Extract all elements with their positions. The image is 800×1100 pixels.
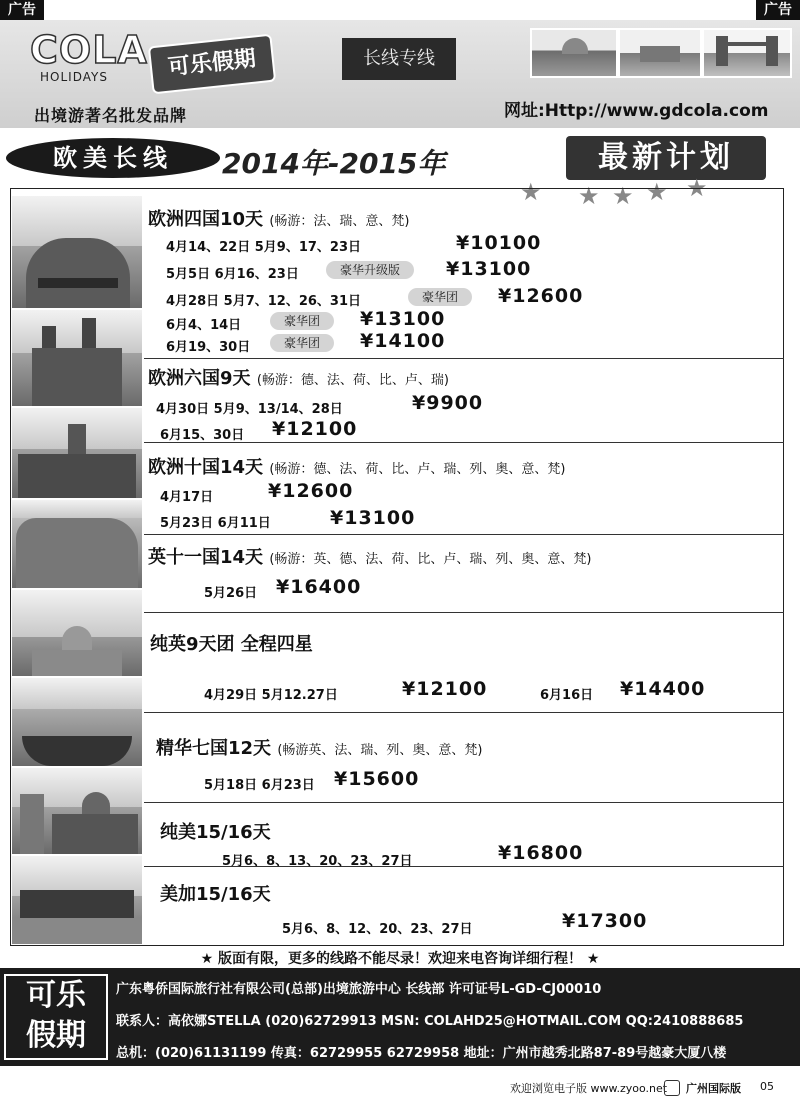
- brand-logo: COLA: [30, 28, 148, 72]
- section-label: 长线专线: [342, 38, 456, 80]
- tour-title: 欧洲十国14天 (畅游：德、法、荷、比、卢、瑞、列、奥、意、梵): [148, 457, 566, 478]
- divider: [144, 358, 784, 359]
- tour-price: ¥15600: [334, 768, 420, 790]
- tour-price: ¥12100: [402, 678, 488, 700]
- page-number: 05: [760, 1080, 774, 1093]
- tour-dates: 5月5日 6月16、23日: [166, 267, 299, 282]
- footer-address: 总机：(020)61131199 传真：62729955 62729958 地址：广州市越秀北路87-89号越豪大厦八楼: [116, 1046, 727, 1061]
- tour-title: 美加15/16天: [160, 884, 271, 905]
- photo-castle: [12, 310, 142, 406]
- tour-price: ¥12100: [272, 418, 358, 440]
- tour-dates: 5月23日 6月11日: [160, 516, 271, 531]
- star-icon: ★: [612, 182, 634, 210]
- tour-title: 欧洲六国9天 (畅游：德、法、荷、比、卢、瑞): [148, 368, 449, 389]
- photo-tower-bridge: [702, 28, 792, 78]
- ad-label-left: 广告: [0, 0, 44, 20]
- tour-dates: 6月15、30日: [160, 428, 245, 443]
- banner-plan: 最新计划: [566, 136, 766, 180]
- photo-capitol-us: [12, 590, 142, 676]
- tour-dates: 5月26日: [204, 586, 258, 601]
- page-footer-site: 欢迎浏览电子版 www.zyoo.net: [510, 1082, 668, 1095]
- divider: [144, 712, 784, 713]
- banner-tag: 欧美长线: [6, 138, 220, 178]
- star-icon: ★: [520, 178, 542, 206]
- tour-dates: 5月6、8、12、20、23、27日: [282, 922, 473, 937]
- tour-price: ¥10100: [456, 232, 542, 254]
- tour-title: 欧洲四国10天 (畅游：法、瑞、意、梵): [148, 209, 410, 230]
- tour-price: ¥14400: [620, 678, 706, 700]
- tour-dates: 6月19、30日: [166, 340, 251, 355]
- tour-title: 纯英9天团 全程四星: [150, 634, 313, 655]
- tour-price: ¥14100: [360, 330, 446, 352]
- photo-cathedral: [12, 408, 142, 498]
- photo-boat: [12, 678, 142, 766]
- tour-dates: 4月17日: [160, 490, 214, 505]
- divider: [144, 534, 784, 535]
- tour-dates: 5月18日 6月23日: [204, 778, 315, 793]
- tour-dates: 4月30日 5月9、13/14、28日: [156, 402, 343, 417]
- photo-st-peters: [12, 768, 142, 854]
- tour-badge: 豪华团: [270, 312, 334, 330]
- footer-brand-line2: 假期: [26, 1018, 86, 1053]
- tour-price: ¥16800: [498, 842, 584, 864]
- tour-dates: 6月4、14日: [166, 318, 242, 333]
- divider: [144, 612, 784, 613]
- footer-company: 广东粤侨国际旅行社有限公司(总部)出境旅游中心 长线部 许可证号L-GD-CJ00010: [116, 982, 602, 997]
- notice-text: ★ 版面有限，更多的线路不能尽录！欢迎来电咨询详细行程！ ★: [200, 951, 600, 967]
- photo-capitol: [530, 28, 618, 78]
- divider: [144, 802, 784, 803]
- tour-dates: 4月28日 5月7、12、26、31日: [166, 294, 362, 309]
- banner-years: 2014年-2015年: [222, 147, 446, 180]
- tour-dates: 4月29日 5月12.27日: [204, 688, 338, 703]
- tour-price: ¥13100: [446, 258, 532, 280]
- footer-brand-line1: 可乐: [26, 978, 86, 1013]
- brand-logo-cn: 可乐假期: [148, 34, 276, 95]
- tour-price: ¥12600: [268, 480, 354, 502]
- tour-price: ¥12600: [498, 285, 584, 307]
- tour-dates: 4月14、22日 5月9、17、23日: [166, 240, 362, 255]
- photo-colosseum: [12, 196, 142, 308]
- photo-palace: [618, 28, 702, 78]
- tour-price: ¥13100: [330, 507, 416, 529]
- tour-badge: 豪华升级版: [326, 261, 414, 279]
- tour-dates: 5月6、8、13、20、23、27日: [222, 854, 413, 869]
- page-footer-edition: 广州国际版: [686, 1082, 741, 1095]
- footer-contact: 联系人：高依娜STELLA (020)62729913 MSN: COLAHD25@HOTMAIL.COM QQ:2410888685: [116, 1014, 744, 1029]
- star-icon: ★: [646, 178, 668, 206]
- logo-icon: [664, 1080, 680, 1096]
- tour-price: ¥16400: [276, 576, 362, 598]
- tour-price: ¥17300: [562, 910, 648, 932]
- tour-dates: 6月16日: [540, 688, 594, 703]
- tour-badge: 豪华团: [270, 334, 334, 352]
- tour-title: 英十一国14天 (畅游：英、德、法、荷、比、卢、瑞、列、奥、意、梵): [148, 547, 592, 568]
- footer-brand: [4, 974, 108, 1060]
- star-icon: ★: [686, 174, 708, 202]
- brand-slogan: 出境游著名批发品牌: [34, 106, 188, 125]
- photo-rushmore: [12, 500, 142, 588]
- tour-badge: 豪华团: [408, 288, 472, 306]
- tour-price: ¥13100: [360, 308, 446, 330]
- star-icon: ★: [578, 182, 600, 210]
- tour-price: ¥9900: [412, 392, 484, 414]
- tour-title: 纯美15/16天: [160, 822, 271, 843]
- ad-label-right: 广告: [756, 0, 800, 20]
- website-url[interactable]: 网址:Http://www.gdcola.com: [504, 101, 769, 121]
- photo-chateau: [12, 856, 142, 944]
- tour-title: 精华七国12天 (畅游英、法、瑞、列、奥、意、梵): [156, 738, 483, 759]
- brand-logo-sub: HOLIDAYS: [40, 70, 108, 84]
